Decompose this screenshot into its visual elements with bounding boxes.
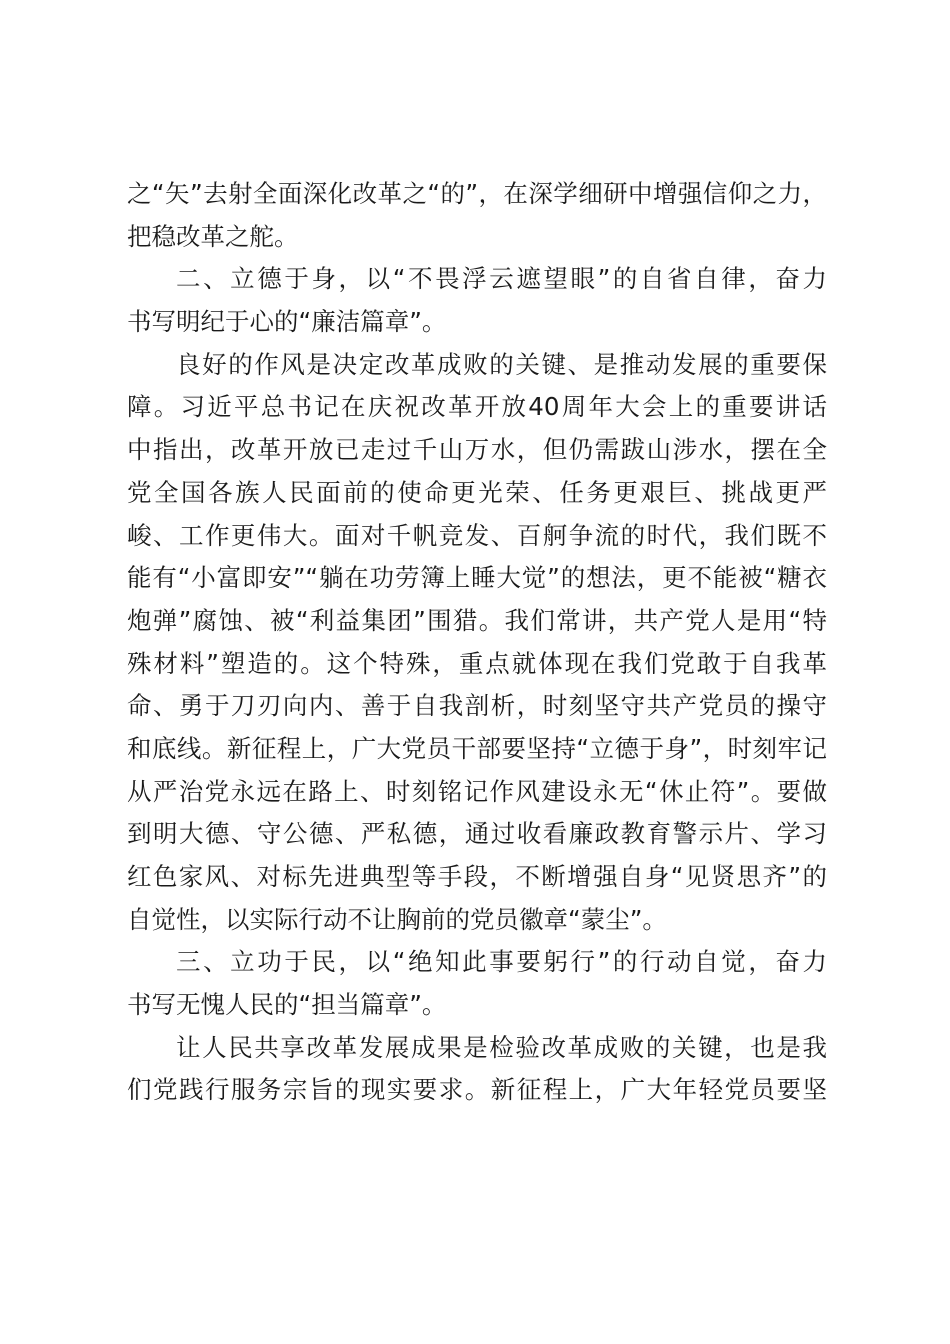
section-heading-2 <box>127 258 827 343</box>
document-body <box>127 173 827 1112</box>
section-heading-3 <box>127 941 827 1026</box>
heading-line: 二、立德于身，以“不畏浮云遮望眼”的自省自律，奋力 <box>176 264 827 294</box>
text-line: 峻、工作更伟大。面对千帆竞发、百舸争流的时代，我们既不 <box>127 520 827 550</box>
text-line: 障。习近平总书记在庆祝改革开放40周年大会上的重要讲话 <box>127 392 827 422</box>
heading-line: 书写无愧人民的“担当篇章”。 <box>127 990 447 1020</box>
text-line: 能有“小富即安”“躺在功劳簿上睡大觉”的想法，更不能被“糖衣 <box>127 563 827 593</box>
text-line: 炮弹”腐蚀、被“利益集团”围猎。我们常讲，共产党人是用“特 <box>127 605 827 635</box>
text-line: 和底线。新征程上，广大党员干部要坚持“立德于身”，时刻牢记 <box>127 733 827 763</box>
text-line: 到明大德、守公德、严私德，通过收看廉政教育警示片、学习 <box>127 819 827 849</box>
text-line: 们党践行服务宗旨的现实要求。新征程上，广大年轻党员要坚 <box>127 1075 827 1105</box>
text-line: 命、勇于刀刃向内、善于自我剖析，时刻坚守共产党员的操守 <box>127 691 827 721</box>
text-line: 自觉性，以实际行动不让胸前的党员徽章“蒙尘”。 <box>127 904 667 934</box>
text-line: 从严治党永远在路上、时刻铭记作风建设永无“休止符”。要做 <box>127 776 827 806</box>
text-line: 把稳改革之舵。 <box>127 221 299 251</box>
text-line: 殊材料”塑造的。这个特殊，重点就体现在我们党敢于自我革 <box>127 648 827 678</box>
heading-line: 三、立功于民，以“绝知此事要躬行”的行动自觉，奋力 <box>176 947 827 977</box>
text-line: 让人民共享改革发展成果是检验改革成败的关键，也是我 <box>176 1032 827 1062</box>
text-line: 红色家风、对标先进典型等手段，不断增强自身“见贤思齐”的 <box>127 862 827 891</box>
text-line: 党全国各族人民面前的使命更光荣、任务更艰巨、挑战更严 <box>127 477 827 507</box>
heading-line: 书写明纪于心的“廉洁篇章”。 <box>127 307 447 337</box>
text-line: 良好的作风是决定改革成败的关键、是推动发展的重要保 <box>176 349 827 379</box>
paragraph-body <box>127 344 827 942</box>
text-line: 中指出，改革开放已走过千山万水，但仍需跋山涉水，摆在全 <box>127 435 827 465</box>
paragraph-continuation <box>127 173 827 258</box>
paragraph-body <box>127 1027 827 1112</box>
text-line: 之“矢”去射全面深化改革之“的”，在深学细研中增强信仰之力， <box>127 179 827 208</box>
